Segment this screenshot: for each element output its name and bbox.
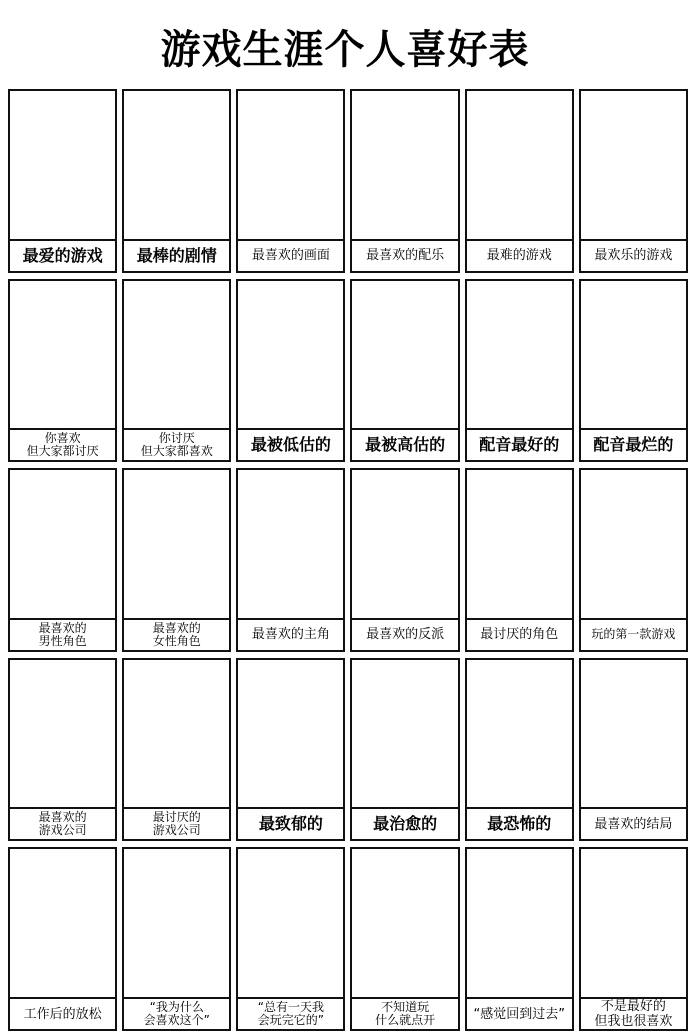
page-title: 游戏生涯个人喜好表 — [160, 27, 530, 73]
image-slot[interactable] — [240, 283, 341, 431]
image-slot[interactable] — [583, 662, 684, 810]
cell-label: 配音最烂的 — [581, 428, 686, 460]
image-slot[interactable] — [126, 662, 227, 810]
cell-label: 最喜欢的反派 — [352, 618, 457, 650]
grid-cell[interactable] — [465, 847, 574, 1031]
cell-label: 最讨厌的角色 — [467, 618, 572, 650]
image-slot[interactable] — [354, 93, 455, 241]
grid-cell[interactable] — [579, 279, 688, 463]
grid-cell[interactable] — [236, 658, 345, 842]
image-slot[interactable] — [583, 93, 684, 241]
grid-cell[interactable] — [579, 658, 688, 842]
cell-label: 不是最好的 但我也很喜欢 — [581, 997, 686, 1029]
image-slot[interactable] — [354, 851, 455, 999]
grid-cell[interactable] — [8, 468, 117, 652]
image-slot[interactable] — [12, 851, 113, 999]
image-slot[interactable] — [12, 472, 113, 620]
grid-cell[interactable] — [122, 847, 231, 1031]
image-slot[interactable] — [126, 472, 227, 620]
cell-label: 最恐怖的 — [467, 807, 572, 839]
image-slot[interactable] — [240, 851, 341, 999]
grid-cell[interactable] — [350, 847, 459, 1031]
grid-cell[interactable] — [236, 89, 345, 273]
grid-cell[interactable] — [465, 468, 574, 652]
grid-cell[interactable] — [236, 279, 345, 463]
grid-cell[interactable] — [350, 89, 459, 273]
image-slot[interactable] — [240, 472, 341, 620]
cell-label: 最爱的游戏 — [10, 239, 115, 271]
cell-label: 你讨厌 但大家都喜欢 — [124, 428, 229, 460]
image-slot[interactable] — [12, 93, 113, 241]
image-slot[interactable] — [126, 283, 227, 431]
image-slot[interactable] — [469, 283, 570, 431]
cell-label: 最喜欢的画面 — [238, 239, 343, 271]
grid-cell[interactable] — [350, 658, 459, 842]
image-slot[interactable] — [469, 851, 570, 999]
image-slot[interactable] — [469, 472, 570, 620]
image-slot[interactable] — [354, 283, 455, 431]
grid-cell[interactable] — [122, 658, 231, 842]
image-slot[interactable] — [126, 93, 227, 241]
grid-cell[interactable] — [579, 468, 688, 652]
cell-label: 最治愈的 — [352, 807, 457, 839]
grid-cell[interactable] — [236, 468, 345, 652]
cell-label: 最喜欢的结局 — [581, 807, 686, 839]
grid-cell[interactable] — [122, 89, 231, 273]
image-slot[interactable] — [240, 662, 341, 810]
image-slot[interactable] — [469, 662, 570, 810]
grid-cell[interactable] — [465, 658, 574, 842]
image-slot[interactable] — [354, 472, 455, 620]
grid-cell[interactable] — [8, 89, 117, 273]
cell-label: “我为什么 会喜欢这个” — [124, 997, 229, 1029]
cell-label: 最讨厌的 游戏公司 — [124, 807, 229, 839]
grid-cell[interactable] — [350, 279, 459, 463]
cell-label: 最被高估的 — [352, 428, 457, 460]
grid-cell[interactable] — [579, 89, 688, 273]
image-slot[interactable] — [240, 93, 341, 241]
image-slot[interactable] — [126, 851, 227, 999]
grid-cell[interactable] — [350, 468, 459, 652]
image-slot[interactable] — [583, 283, 684, 431]
cell-label: 最被低估的 — [238, 428, 343, 460]
cell-label: 最喜欢的 男性角色 — [10, 618, 115, 650]
image-slot[interactable] — [12, 283, 113, 431]
cell-label: 最喜欢的 女性角色 — [124, 618, 229, 650]
grid-cell[interactable] — [236, 847, 345, 1031]
cell-label: 不知道玩 什么就点开 — [352, 997, 457, 1029]
grid-cell[interactable] — [122, 468, 231, 652]
cell-label: 工作后的放松 — [10, 997, 115, 1029]
grid-cell[interactable] — [8, 658, 117, 842]
image-slot[interactable] — [583, 851, 684, 999]
grid-cell[interactable] — [8, 847, 117, 1031]
grid-cell[interactable] — [8, 279, 117, 463]
cell-label: “总有一天我 会玩完它的” — [238, 997, 343, 1029]
cell-label: 最喜欢的主角 — [238, 618, 343, 650]
cell-label: 最喜欢的 游戏公司 — [10, 807, 115, 839]
cell-label: 最致郁的 — [238, 807, 343, 839]
grid-cell[interactable] — [579, 847, 688, 1031]
preference-grid — [8, 89, 688, 1031]
cell-label: “感觉回到过去” — [467, 997, 572, 1029]
cell-label: 玩的第一款游戏 — [581, 618, 686, 650]
cell-label: 最棒的剧情 — [124, 239, 229, 271]
cell-label: 你喜欢 但大家都讨厌 — [10, 428, 115, 460]
image-slot[interactable] — [12, 662, 113, 810]
grid-cell[interactable] — [122, 279, 231, 463]
cell-label: 最难的游戏 — [467, 239, 572, 271]
grid-cell[interactable] — [465, 279, 574, 463]
cell-label: 配音最好的 — [467, 428, 572, 460]
image-slot[interactable] — [354, 662, 455, 810]
grid-cell[interactable] — [465, 89, 574, 273]
image-slot[interactable] — [469, 93, 570, 241]
cell-label: 最喜欢的配乐 — [352, 239, 457, 271]
cell-label: 最欢乐的游戏 — [581, 239, 686, 271]
image-slot[interactable] — [583, 472, 684, 620]
